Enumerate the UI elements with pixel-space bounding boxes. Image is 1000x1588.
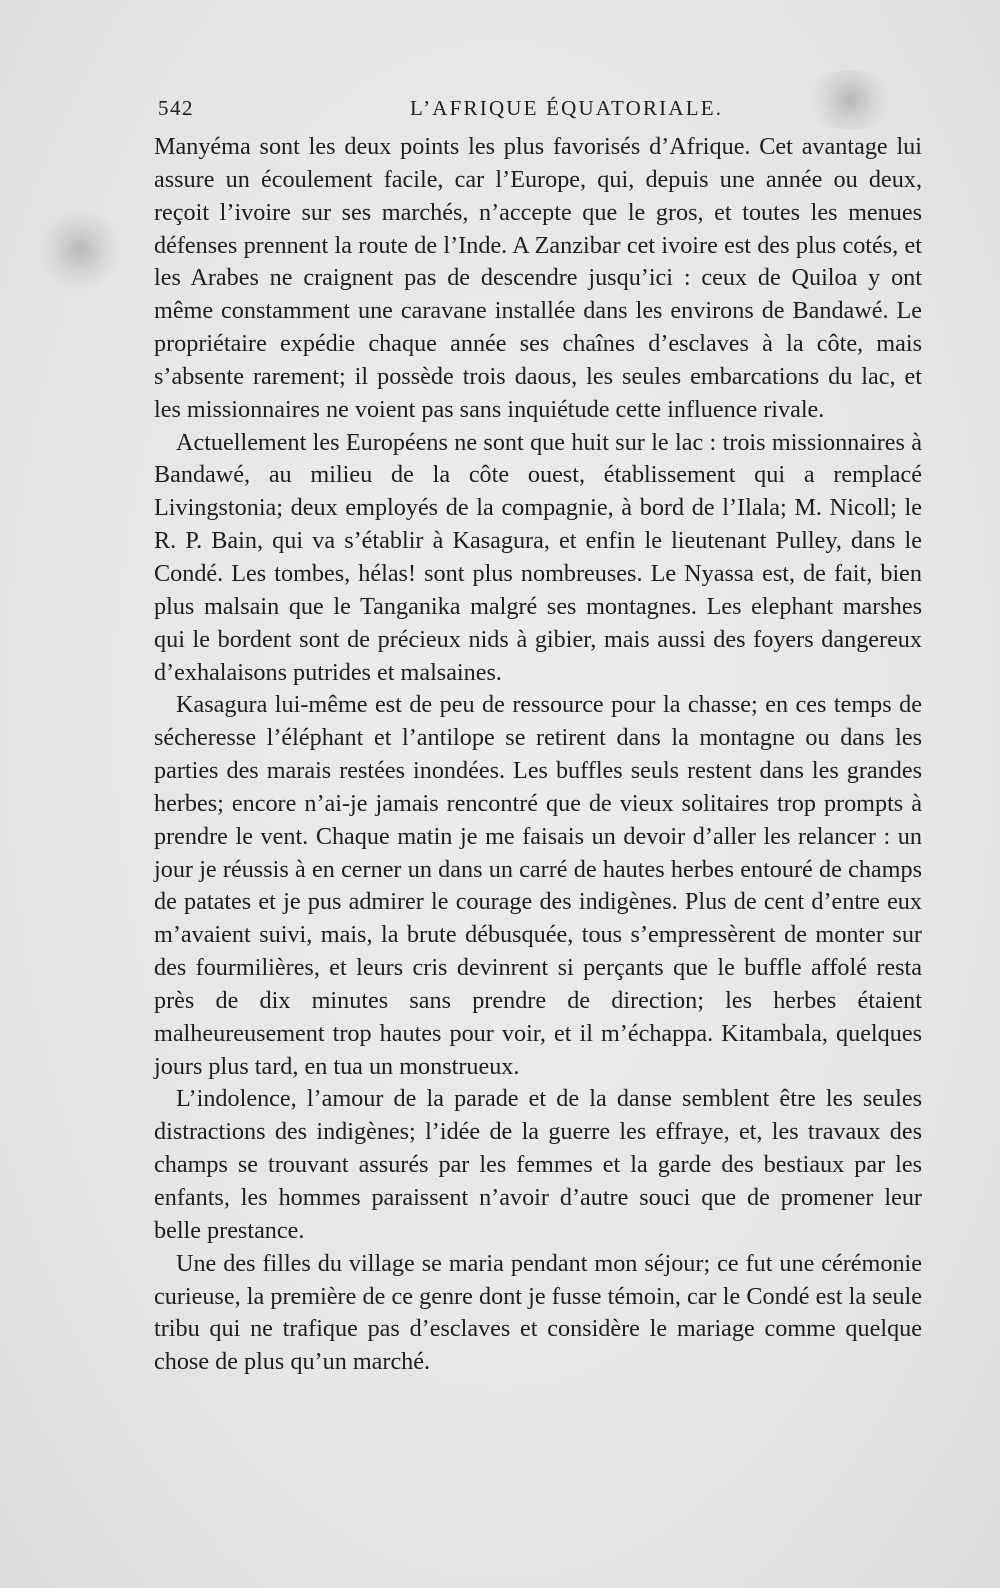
- paragraph: Actuellement les Européens ne sont que huit sur le lac : trois missionnaires à Bandawé, au milieu de la côte ouest, établissement qui a remplacé Livingstonia; deux employés de la compagnie, à bord de l’Ilala; M. Nicoll; le R. P. Bain, qui va s’établir à Kasagura, et enfin le lieutenant Pulley, dans le Condé. Les tombes, hélas! sont plus nombreuses. Le Nyassa est, de fait, bien plus malsain que le Tanganika malgré ses montagnes. Les elephant marshes qui le bordent sont de précieux nids à gibier, mais aussi des foyers dangereux d’exhalaisons putrides et malsaines.: [154, 428, 922, 686]
- paragraph: L’indolence, l’amour de la parade et de la danse semblent être les seules distractions des indigènes; l’idée de la guerre les effraye, et, les travaux des champs se trouvant assurés par les femmes et la garde des bestiaux par les enfants, les hommes paraissent n’avoir d’autre souci que de promener leur belle prestance.: [154, 1085, 922, 1244]
- page-number: 542: [158, 96, 194, 120]
- running-title: L’AFRIQUE ÉQUATORIALE.: [410, 96, 724, 120]
- paragraph: Kasagura lui-même est de peu de ressource pour la chasse; en ces temps de sécheresse l’éléphant et l’antilope se retirent dans la montagne ou dans les parties des marais restées inondées. Les buffles seuls restent dans les grandes herbes; encore n’ai-je jamais rencontré que de vieux solitaires trop prompts à prendre le vent. Chaque matin je me faisais un devoir d’aller les relancer : un jour je réussis à en cerner un dans un carré de hautes herbes entouré de champs de patates et je pus admirer le courage des indigènes. Plus de cent d’entre eux m’avaient suivi, mais, la brute débusquée, tous s’empressèrent de monter sur des fourmilières, et leurs cris devinrent si perçants que le buffle affolé resta près de dix minutes sans prendre de direction; les herbes étaient malheureusement trop hautes pour voir, et il m’échappa. Kitambala, quelques jours plus tard, en tua un monstrueux.: [154, 691, 922, 1080]
- page-header: [158, 96, 918, 126]
- body-text: [154, 131, 922, 1379]
- paper-stain: [40, 210, 120, 290]
- paragraph-continuation: Manyéma sont les deux points les plus favorisés d’Afrique. Cet avantage lui assure un écoulement facile, car l’Europe, qui, depuis une année ou deux, reçoit l’ivoire sur ses marchés, n’accepte que le gros, et toutes les menues défenses prennent la route de l’Inde. A Zanzibar cet ivoire est des plus cotés, et les Arabes ne craignent pas de descendre jusqu’ici : ceux de Quiloa y ont même constamment une caravane installée dans les environs de Bandawé. Le propriétaire expédie chaque année ses chaînes d’esclaves à la côte, mais s’absente rarement; il possède trois daous, les seules embarcations du lac, et les missionnaires ne voient pas sans inquiétude cette influence rivale.: [154, 133, 922, 423]
- paragraph: Une des filles du village se maria pendant mon séjour; ce fut une cérémonie curieuse, la première de ce genre dont je fusse témoin, car le Condé est la seule tribu qui ne trafique pas d’esclaves et considère le mariage comme quelque chose de plus qu’un marché.: [154, 1249, 922, 1376]
